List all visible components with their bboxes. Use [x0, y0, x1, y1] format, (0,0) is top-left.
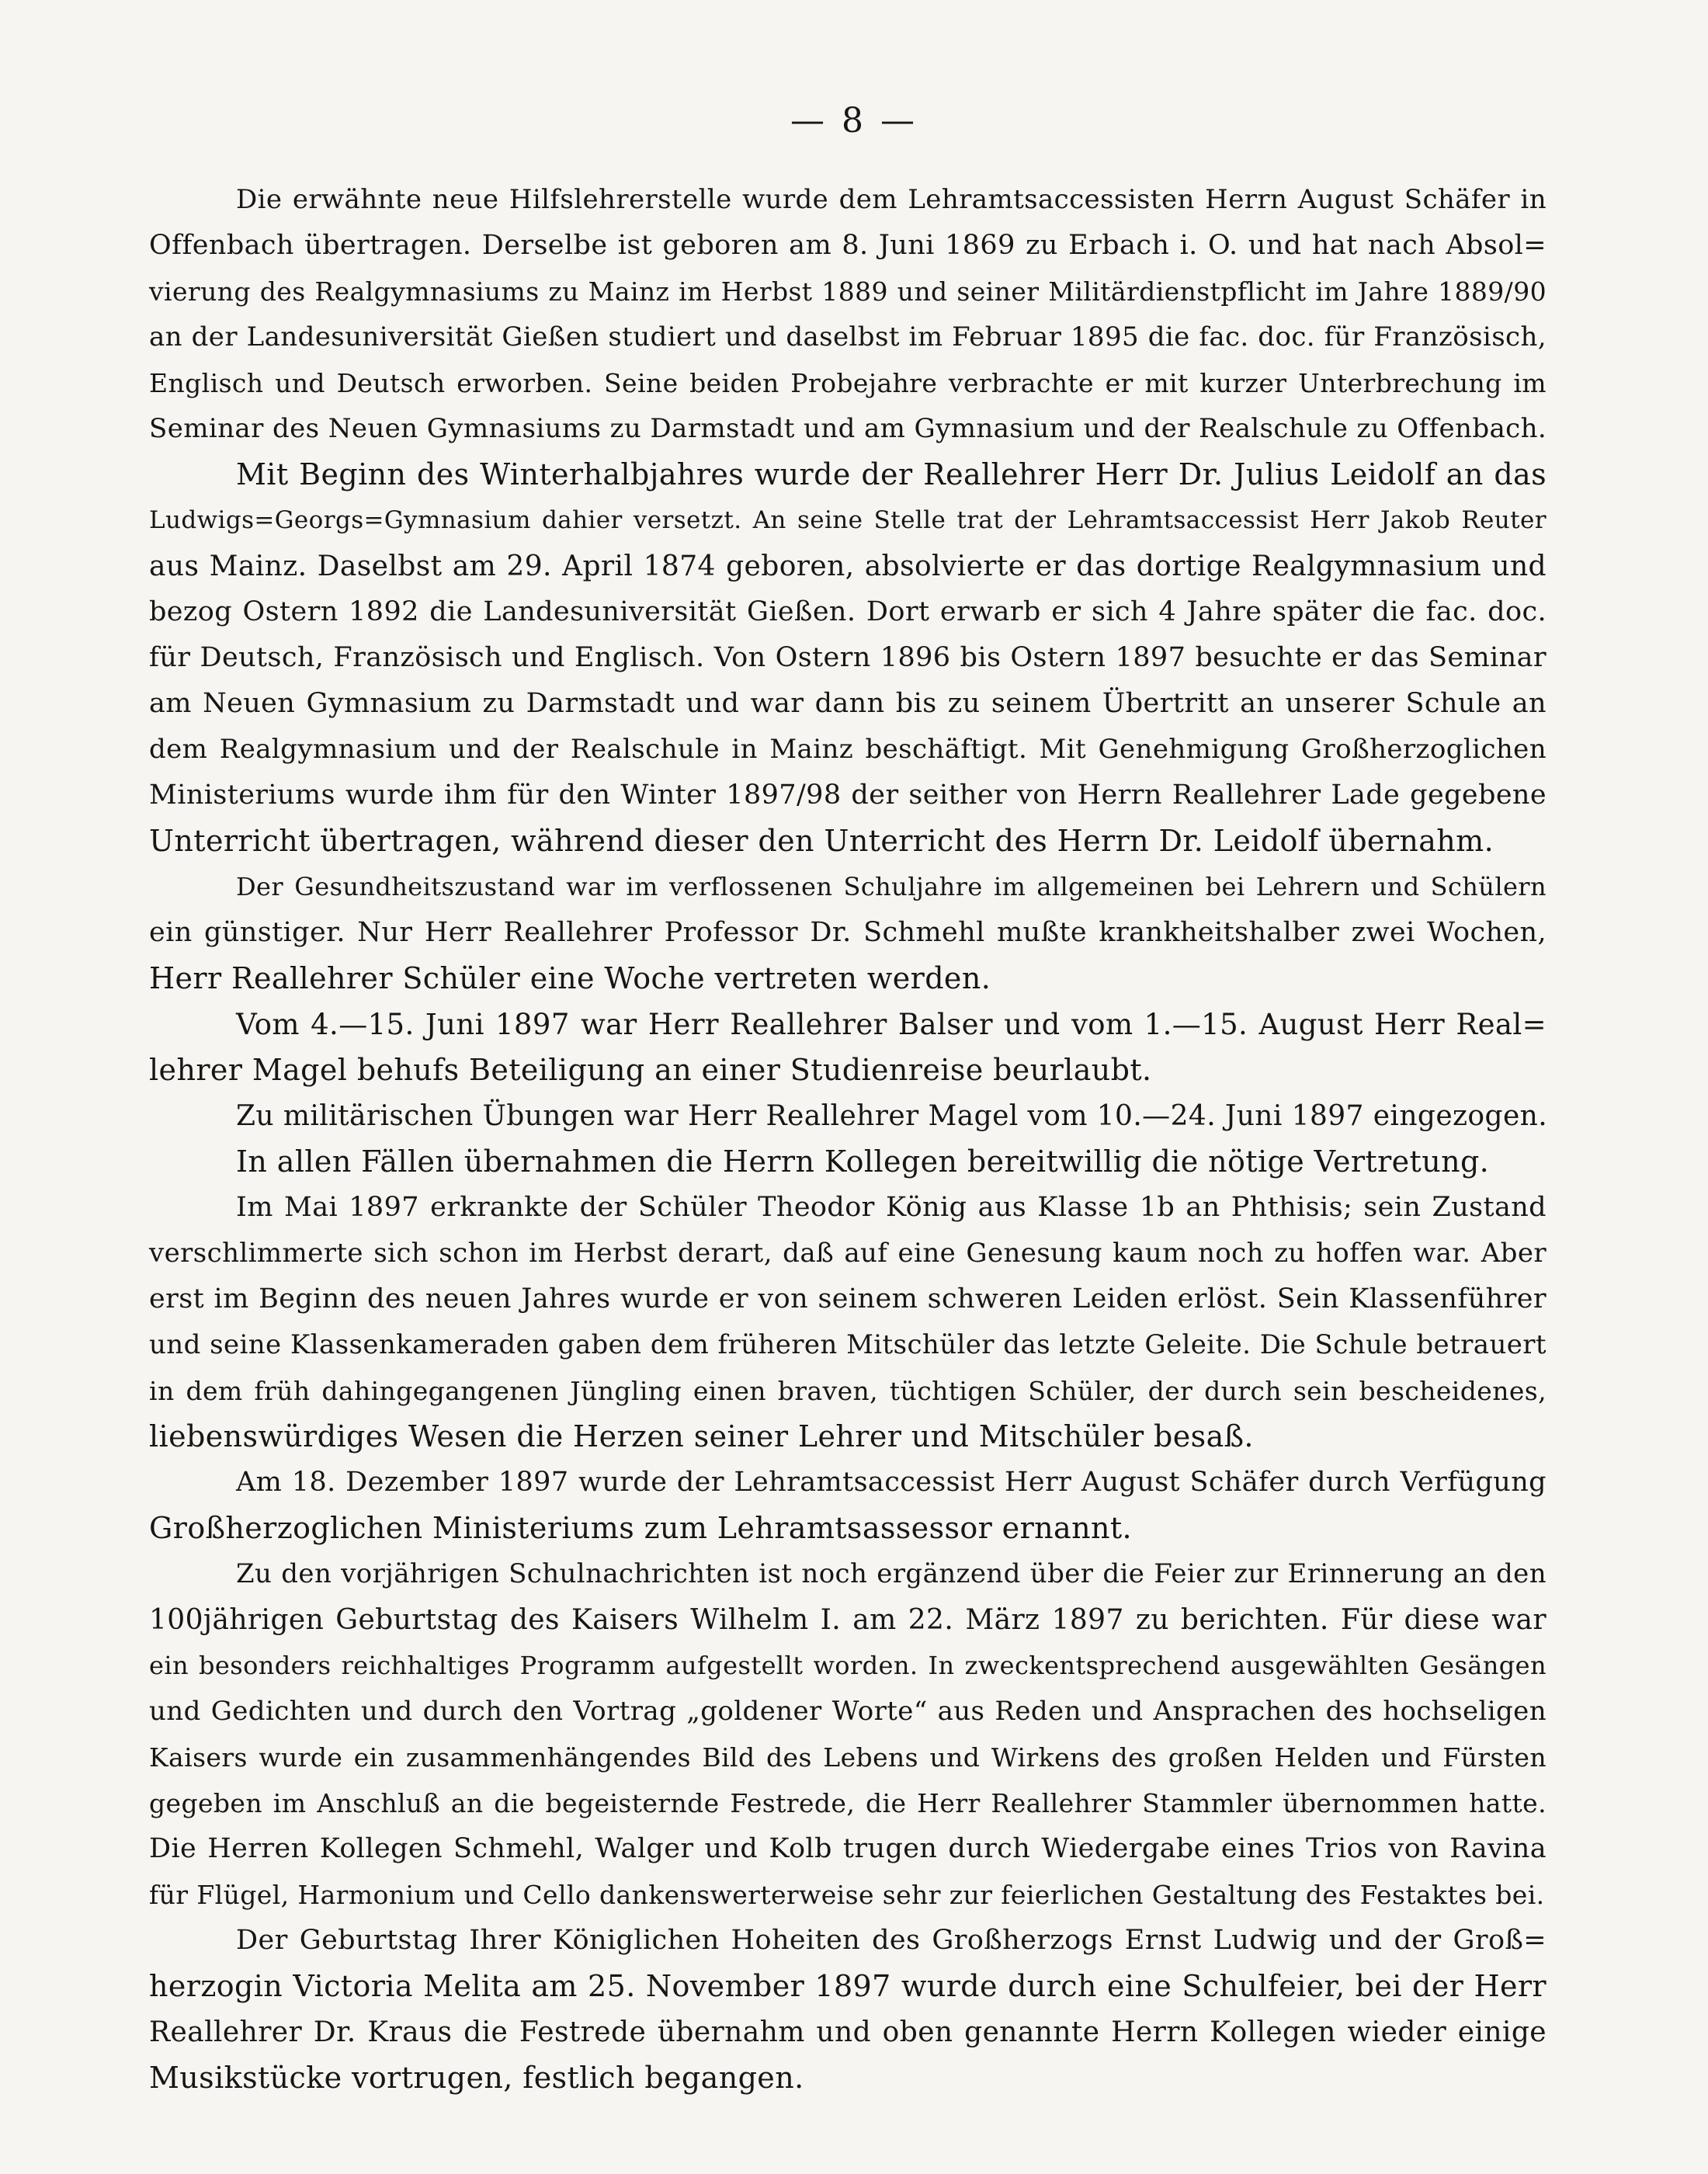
text-line: Zu militärischen Übungen war Herr Reallehrer Magel vom 10.—24. Juni 1897 eingezogen.: [236, 1100, 1548, 1132]
text-line: Im Mai 1897 erkrankte der Schüler Theodor König aus Klasse 1b an Phthisis; sein Zustand: [236, 1192, 1547, 1223]
text-line: und Gedichten und durch den Vortrag „goldener Worte“ aus Reden und Ansprachen des hochseligen: [149, 1696, 1547, 1727]
text-line: Seminar des Neuen Gymnasiums zu Darmstadt und am Gymnasium und der Realschule zu Offenbach.: [149, 413, 1547, 444]
text-line: In allen Fällen übernahmen die Herrn Kollegen bereitwillig die nötige Vertretung.: [236, 1144, 1490, 1179]
text-line: Herr Reallehrer Schüler eine Woche vertreten werden.: [149, 961, 991, 995]
text-line: herzogin Victoria Melita am 25. November 1897 wurde durch eine Schulfeier, bei der Herr: [149, 1969, 1547, 2003]
text-line: Vom 4.—15. Juni 1897 war Herr Reallehrer Balser und vom 1.—15. August Herr Real=: [236, 1008, 1547, 1041]
text-line: Musikstücke vortrugen, festlich begangen.: [149, 2061, 804, 2095]
text-line: Der Gesundheitszustand war im verflossenen Schuljahre im allgemeinen bei Lehrern und Schülern: [236, 872, 1547, 901]
text-line: liebenswürdiges Wesen die Herzen seiner Lehrer und Mitschüler besaß.: [149, 1419, 1254, 1453]
text-line: Großherzoglichen Ministeriums zum Lehramtsassessor ernannt.: [149, 1511, 1132, 1545]
text-line: Zu den vorjährigen Schulnachrichten ist noch ergänzend über die Feier zur Erinnerung an den: [236, 1558, 1547, 1589]
text-line: Kaisers wurde ein zusammenhängendes Bild des Lebens und Wirkens des großen Helden und Fürsten: [149, 1742, 1547, 1773]
text-line: lehrer Magel behufs Beteiligung an einer Studienreise beurlaubt.: [149, 1053, 1152, 1087]
page-number: — 8 —: [790, 101, 918, 141]
text-line: in dem früh dahingegangenen Jüngling einen braven, tüchtigen Schüler, der durch sein bescheidenes,: [149, 1376, 1547, 1406]
text-line: Ministeriums wurde ihm für den Winter 1897/98 der seither von Herrn Reallehrer Lade gegebene: [149, 780, 1547, 811]
text-line: am Neuen Gymnasium zu Darmstadt und war dann bis zu seinem Übertritt an unserer Schule an: [149, 688, 1547, 719]
text-line: Offenbach übertragen. Derselbe ist geboren am 8. Juni 1869 zu Erbach i. O. und hat nach Absol=: [149, 230, 1547, 261]
text-line: verschlimmerte sich schon im Herbst derart, daß auf eine Genesung kaum noch zu hoffen war. Aber: [149, 1238, 1547, 1269]
text-line: Am 18. Dezember 1897 wurde der Lehramtsaccessist Herr August Schäfer durch Verfügung: [236, 1467, 1547, 1498]
text-line: erst im Beginn des neuen Jahres wurde er von seinem schweren Leiden erlöst. Sein Klassenführer: [149, 1283, 1547, 1314]
text-line: Mit Beginn des Winterhalbjahres wurde der Reallehrer Herr Dr. Julius Leidolf an das: [236, 457, 1547, 491]
text-line: an der Landesuniversität Gießen studiert und daselbst im Februar 1895 die fac. doc. für Französisch,: [149, 321, 1547, 352]
text-line: dem Realgymnasium und der Realschule in Mainz beschäftigt. Mit Genehmigung Großherzoglichen: [149, 734, 1547, 765]
text-line: aus Mainz. Daselbst am 29. April 1874 geboren, absolvierte er das dortige Realgymnasium und: [149, 550, 1547, 582]
text-line: Die erwähnte neue Hilfslehrerstelle wurde dem Lehramtsaccessisten Herrn August Schäfer in: [236, 184, 1547, 215]
text-line: bezog Ostern 1892 die Landesuniversität Gießen. Dort erwarb er sich 4 Jahre später die fac. doc.: [149, 596, 1547, 627]
text-line: und seine Klassenkameraden gaben dem früheren Mitschüler das letzte Geleite. Die Schule betrauert: [149, 1329, 1547, 1360]
text-line: Ludwigs=Georgs=Gymnasium dahier versetzt. An seine Stelle trat der Lehramtsaccessist Herr Jakob Reuter: [149, 506, 1547, 534]
text-body: [149, 177, 1547, 2101]
text-line: Unterricht übertragen, während dieser den Unterricht des Herrn Dr. Leidolf übernahm.: [149, 824, 1494, 858]
text-line: für Flügel, Harmonium und Cello dankenswerterweise sehr zur feierlichen Gestaltung des Festaktes bei.: [149, 1880, 1545, 1910]
text-line: 100jährigen Geburtstag des Kaisers Wilhelm I. am 22. März 1897 zu berichten. Für diese war: [149, 1604, 1547, 1636]
text-line: Der Geburtstag Ihrer Königlichen Hoheiten des Großherzogs Ernst Ludwig und der Groß=: [236, 1925, 1547, 1956]
text-line: ein besonders reichhaltiges Programm aufgestellt worden. In zweckentsprechend ausgewählten Gesängen: [149, 1651, 1547, 1680]
text-line: für Deutsch, Französisch und Englisch. Von Ostern 1896 bis Ostern 1897 besuchte er das Seminar: [149, 642, 1547, 673]
text-line: vierung des Realgymnasiums zu Mainz im Herbst 1889 und seiner Militärdienstpflicht im Jahre 1889/90: [149, 276, 1547, 307]
text-line: Englisch und Deutsch erworben. Seine beiden Probejahre verbrachte er mit kurzer Unterbrechung im: [149, 368, 1547, 398]
text-line: gegeben im Anschluß an die begeisternde Festrede, die Herr Reallehrer Stammler übernommen hatte.: [149, 1788, 1547, 1818]
text-line: Reallehrer Dr. Kraus die Festrede übernahm und oben genannte Herrn Kollegen wieder einige: [149, 2016, 1547, 2048]
text-line: ein günstiger. Nur Herr Reallehrer Professor Dr. Schmehl mußte krankheitshalber zwei Wochen,: [149, 917, 1547, 948]
text-line: Die Herren Kollegen Schmehl, Walger und Kolb trugen durch Wiedergabe eines Trios von Ravina: [149, 1833, 1547, 1864]
